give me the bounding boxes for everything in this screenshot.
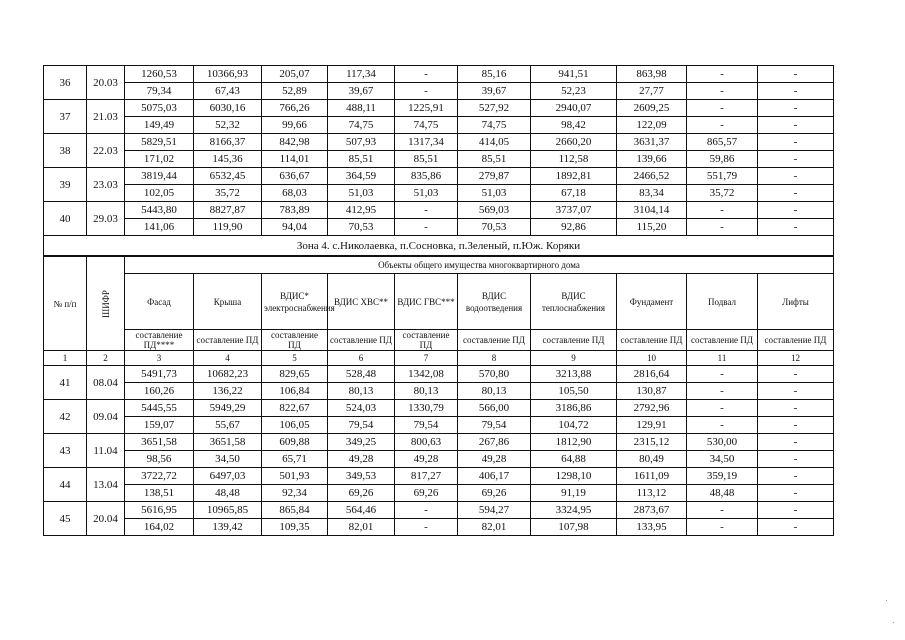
sub-header: составление ПД <box>531 330 617 351</box>
cost-value: 507,93 <box>328 134 395 151</box>
col-cipher-label: ШИФР <box>100 289 111 318</box>
design-value: 106,05 <box>262 417 328 434</box>
design-value: 138,51 <box>125 485 194 502</box>
cost-value: 2315,12 <box>617 434 687 451</box>
row-cipher-date: 29.03 <box>87 202 125 236</box>
design-value: 80,13 <box>458 383 531 400</box>
design-value: 49,28 <box>395 451 458 468</box>
row-cipher-date: 23.03 <box>87 168 125 202</box>
design-value: 92,86 <box>531 219 617 236</box>
table-row <box>44 202 834 219</box>
cost-value: 406,17 <box>458 468 531 485</box>
design-value: - <box>687 383 758 400</box>
cost-value: 10965,85 <box>194 502 262 519</box>
column-header: Фундамент <box>617 274 687 330</box>
column-header: ВДИС* электроснабжения <box>262 274 328 330</box>
design-value: 133,95 <box>617 519 687 536</box>
design-value: 74,75 <box>328 117 395 134</box>
row-cipher-date: 08.04 <box>87 366 125 400</box>
top-rows <box>44 66 834 236</box>
row-cipher-date: 20.04 <box>87 502 125 536</box>
cost-value: - <box>758 400 834 417</box>
design-value: - <box>687 219 758 236</box>
design-value: 122,09 <box>617 117 687 134</box>
table-row <box>44 134 834 151</box>
cost-value: 524,03 <box>328 400 395 417</box>
design-value: - <box>758 185 834 202</box>
design-value: 171,02 <box>125 151 194 168</box>
table-row <box>44 502 834 519</box>
design-value: - <box>395 83 458 100</box>
cost-value: 1225,91 <box>395 100 458 117</box>
cost-value: 842,98 <box>262 134 328 151</box>
cost-value: 85,16 <box>458 66 531 83</box>
cost-value: 530,00 <box>687 434 758 451</box>
column-number: 3 <box>125 351 194 366</box>
cost-value: 1892,81 <box>531 168 617 185</box>
cost-value: 2940,07 <box>531 100 617 117</box>
row-number: 42 <box>44 400 87 434</box>
design-value: 114,01 <box>262 151 328 168</box>
design-value: 112,58 <box>531 151 617 168</box>
cost-value: 3722,72 <box>125 468 194 485</box>
cost-value: 2660,20 <box>531 134 617 151</box>
table-row <box>44 168 834 185</box>
row-number: 44 <box>44 468 87 502</box>
column-number: 2 <box>87 351 125 366</box>
cost-value: 2792,96 <box>617 400 687 417</box>
design-value: 160,26 <box>125 383 194 400</box>
cost-value: 3324,95 <box>531 502 617 519</box>
design-value: 102,05 <box>125 185 194 202</box>
cost-value: 609,88 <box>262 434 328 451</box>
cost-value: 3186,86 <box>531 400 617 417</box>
cost-value: 6497,03 <box>194 468 262 485</box>
cost-value: 6532,45 <box>194 168 262 185</box>
cost-value: 835,86 <box>395 168 458 185</box>
cost-value: 10366,93 <box>194 66 262 83</box>
cost-value: 817,27 <box>395 468 458 485</box>
cost-value: - <box>758 100 834 117</box>
row-cipher-date: 22.03 <box>87 134 125 168</box>
cost-value: - <box>687 366 758 383</box>
design-value: 70,53 <box>328 219 395 236</box>
cost-value: 594,27 <box>458 502 531 519</box>
cost-value: 5829,51 <box>125 134 194 151</box>
design-value: 136,22 <box>194 383 262 400</box>
cost-value: 941,51 <box>531 66 617 83</box>
cost-value: - <box>687 502 758 519</box>
col-cipher-header <box>87 256 125 351</box>
zone-title: Зона 4. с.Николаевка, п.Сосновка, п.Зеленый, п.Юж. Коряки <box>44 236 834 257</box>
column-number: 7 <box>395 351 458 366</box>
column-header: Подвал <box>687 274 758 330</box>
cost-value: 3104,14 <box>617 202 687 219</box>
design-value: 94,04 <box>262 219 328 236</box>
group-title: Объекты общего имущества многоквартирного дома <box>125 256 834 274</box>
cost-value: 800,63 <box>395 434 458 451</box>
cost-value: - <box>395 202 458 219</box>
design-value: 68,03 <box>262 185 328 202</box>
zone-header <box>44 236 834 366</box>
cost-value: 8827,87 <box>194 202 262 219</box>
row-cipher-date: 21.03 <box>87 100 125 134</box>
design-value: 79,54 <box>395 417 458 434</box>
column-number: 6 <box>328 351 395 366</box>
design-value: 82,01 <box>328 519 395 536</box>
table-row <box>44 485 834 502</box>
row-cipher-date: 13.04 <box>87 468 125 502</box>
column-header: Фасад <box>125 274 194 330</box>
row-cipher-date: 11.04 <box>87 434 125 468</box>
cost-value: 349,25 <box>328 434 395 451</box>
design-value: - <box>687 83 758 100</box>
sub-header: составление ПД <box>194 330 262 351</box>
column-header: Лифты <box>758 274 834 330</box>
cost-value: 3651,58 <box>194 434 262 451</box>
design-value: 98,42 <box>531 117 617 134</box>
design-value: 64,88 <box>531 451 617 468</box>
design-value: - <box>758 451 834 468</box>
column-number: 1 <box>44 351 87 366</box>
cost-value: 1330,79 <box>395 400 458 417</box>
design-value: 48,48 <box>687 485 758 502</box>
design-value: 69,26 <box>458 485 531 502</box>
design-value: 51,03 <box>458 185 531 202</box>
cost-value: 527,92 <box>458 100 531 117</box>
design-value: 69,26 <box>328 485 395 502</box>
design-value: 35,72 <box>194 185 262 202</box>
scan-speck <box>886 600 887 601</box>
design-value: 80,49 <box>617 451 687 468</box>
cost-value: 2609,25 <box>617 100 687 117</box>
design-value: 27,77 <box>617 83 687 100</box>
cost-value: 863,98 <box>617 66 687 83</box>
table-row <box>44 366 834 383</box>
cost-value: 1298,10 <box>531 468 617 485</box>
cost-value: 822,67 <box>262 400 328 417</box>
design-value: - <box>687 417 758 434</box>
design-value: 149,49 <box>125 117 194 134</box>
cost-value: 783,89 <box>262 202 328 219</box>
cost-value: 1611,09 <box>617 468 687 485</box>
cost-value: 636,67 <box>262 168 328 185</box>
cost-value: 501,93 <box>262 468 328 485</box>
cost-value: 3631,37 <box>617 134 687 151</box>
cost-value: 1812,90 <box>531 434 617 451</box>
cost-value: 5491,73 <box>125 366 194 383</box>
sub-header: составление ПД <box>328 330 395 351</box>
cost-value: 3737,07 <box>531 202 617 219</box>
design-value: - <box>758 219 834 236</box>
design-value: 67,43 <box>194 83 262 100</box>
cost-value: 1317,34 <box>395 134 458 151</box>
design-value: 51,03 <box>395 185 458 202</box>
cost-value: 2466,52 <box>617 168 687 185</box>
design-value: 52,23 <box>531 83 617 100</box>
column-number: 8 <box>458 351 531 366</box>
design-value: 67,18 <box>531 185 617 202</box>
design-value: 55,67 <box>194 417 262 434</box>
column-number: 5 <box>262 351 328 366</box>
design-value: 59,86 <box>687 151 758 168</box>
design-value: 79,54 <box>328 417 395 434</box>
design-value: - <box>758 485 834 502</box>
column-number: 12 <box>758 351 834 366</box>
row-number: 45 <box>44 502 87 536</box>
cost-value: 5075,03 <box>125 100 194 117</box>
cost-value: 2873,67 <box>617 502 687 519</box>
cost-value: 117,34 <box>328 66 395 83</box>
design-value: 34,50 <box>687 451 758 468</box>
table-row <box>44 434 834 451</box>
design-value: 49,28 <box>458 451 531 468</box>
cost-value: 2816,64 <box>617 366 687 383</box>
cost-value: - <box>758 502 834 519</box>
sub-header: составление ПД <box>617 330 687 351</box>
design-value: 39,67 <box>458 83 531 100</box>
cost-value: - <box>395 502 458 519</box>
design-value: 80,13 <box>395 383 458 400</box>
design-value: - <box>687 117 758 134</box>
design-value: 70,53 <box>458 219 531 236</box>
cost-value: - <box>395 66 458 83</box>
cost-value: 3651,58 <box>125 434 194 451</box>
design-value: 48,48 <box>194 485 262 502</box>
table-row <box>44 219 834 236</box>
design-value: 49,28 <box>328 451 395 468</box>
table-row <box>44 383 834 400</box>
cost-value: 566,00 <box>458 400 531 417</box>
cost-value: - <box>758 168 834 185</box>
design-value: 91,19 <box>531 485 617 502</box>
design-value: 98,56 <box>125 451 194 468</box>
cost-value: 1342,08 <box>395 366 458 383</box>
design-value: - <box>758 151 834 168</box>
cost-value: 564,46 <box>328 502 395 519</box>
cost-value: 10682,23 <box>194 366 262 383</box>
cost-value: 412,95 <box>328 202 395 219</box>
row-number: 41 <box>44 366 87 400</box>
cost-value: 364,59 <box>328 168 395 185</box>
design-value: 115,20 <box>617 219 687 236</box>
cost-value: 1260,53 <box>125 66 194 83</box>
design-value: 141,06 <box>125 219 194 236</box>
cost-value: 349,53 <box>328 468 395 485</box>
column-number: 4 <box>194 351 262 366</box>
design-value: - <box>758 519 834 536</box>
row-cipher-date: 20.03 <box>87 66 125 100</box>
design-value: 74,75 <box>395 117 458 134</box>
table-row <box>44 468 834 485</box>
design-value: 129,91 <box>617 417 687 434</box>
design-value: 109,35 <box>262 519 328 536</box>
design-value: 159,07 <box>125 417 194 434</box>
design-value: 85,51 <box>458 151 531 168</box>
cost-value: 267,86 <box>458 434 531 451</box>
cost-value: - <box>687 100 758 117</box>
sub-header: составление ПД**** <box>125 330 194 351</box>
cost-value: 5949,29 <box>194 400 262 417</box>
cost-value: 359,19 <box>687 468 758 485</box>
cost-value: - <box>687 202 758 219</box>
column-number: 9 <box>531 351 617 366</box>
design-value: - <box>395 519 458 536</box>
cost-value: 3819,44 <box>125 168 194 185</box>
row-number: 38 <box>44 134 87 168</box>
cost-value: 5445,55 <box>125 400 194 417</box>
table-row <box>44 66 834 83</box>
cost-value: 528,48 <box>328 366 395 383</box>
design-value: - <box>687 519 758 536</box>
cost-value: - <box>758 366 834 383</box>
cost-value: 5443,80 <box>125 202 194 219</box>
row-number: 37 <box>44 100 87 134</box>
row-number: 43 <box>44 434 87 468</box>
design-value: 51,03 <box>328 185 395 202</box>
table-row <box>44 519 834 536</box>
column-header: Крыша <box>194 274 262 330</box>
cost-value: 279,87 <box>458 168 531 185</box>
row-number: 40 <box>44 202 87 236</box>
cost-value: 488,11 <box>328 100 395 117</box>
table-row <box>44 185 834 202</box>
design-value: 69,26 <box>395 485 458 502</box>
column-number: 10 <box>617 351 687 366</box>
design-value: 99,66 <box>262 117 328 134</box>
design-value: 107,98 <box>531 519 617 536</box>
design-value: 145,36 <box>194 151 262 168</box>
design-value: 65,71 <box>262 451 328 468</box>
design-value: 79,34 <box>125 83 194 100</box>
design-value: 139,42 <box>194 519 262 536</box>
cost-value: - <box>758 66 834 83</box>
column-header: ВДИС ХВС** <box>328 274 395 330</box>
cost-table <box>43 65 834 536</box>
sub-header: составление ПД <box>262 330 328 351</box>
design-value: - <box>758 117 834 134</box>
design-value: 164,02 <box>125 519 194 536</box>
design-value: 104,72 <box>531 417 617 434</box>
cost-value: 865,57 <box>687 134 758 151</box>
cost-value: 551,79 <box>687 168 758 185</box>
design-value: - <box>395 219 458 236</box>
row-cipher-date: 09.04 <box>87 400 125 434</box>
cost-value: 570,80 <box>458 366 531 383</box>
table-row <box>44 151 834 168</box>
table-row <box>44 400 834 417</box>
cost-value: 569,03 <box>458 202 531 219</box>
design-value: 82,01 <box>458 519 531 536</box>
cost-value: - <box>687 66 758 83</box>
cost-value: 6030,16 <box>194 100 262 117</box>
table-row <box>44 83 834 100</box>
design-value: 105,50 <box>531 383 617 400</box>
sub-header: составление ПД <box>395 330 458 351</box>
cost-value: 205,07 <box>262 66 328 83</box>
scan-speck <box>893 622 894 623</box>
cost-value: 766,26 <box>262 100 328 117</box>
design-value: 85,51 <box>395 151 458 168</box>
design-value: 139,66 <box>617 151 687 168</box>
cost-value: 865,84 <box>262 502 328 519</box>
column-header: ВДИС теплоснабжения <box>531 274 617 330</box>
cost-value: 829,65 <box>262 366 328 383</box>
sub-headers <box>44 330 834 351</box>
sub-header: составление ПД <box>458 330 531 351</box>
column-numbers <box>44 351 834 366</box>
design-value: 92,34 <box>262 485 328 502</box>
design-value: 83,34 <box>617 185 687 202</box>
table-row <box>44 117 834 134</box>
cost-value: 8166,37 <box>194 134 262 151</box>
bottom-rows <box>44 366 834 536</box>
cost-value: 5616,95 <box>125 502 194 519</box>
cost-value: - <box>758 434 834 451</box>
design-value: - <box>758 83 834 100</box>
cost-value: - <box>758 468 834 485</box>
column-header: ВДИС водоотведения <box>458 274 531 330</box>
row-number: 39 <box>44 168 87 202</box>
sub-header: составление ПД <box>687 330 758 351</box>
design-value: 106,84 <box>262 383 328 400</box>
column-header: ВДИС ГВС*** <box>395 274 458 330</box>
column-number: 11 <box>687 351 758 366</box>
design-value: 39,67 <box>328 83 395 100</box>
column-headers <box>44 274 834 330</box>
table-row <box>44 100 834 117</box>
design-value: 130,87 <box>617 383 687 400</box>
design-value: 34,50 <box>194 451 262 468</box>
design-value: - <box>758 383 834 400</box>
table-row <box>44 417 834 434</box>
design-value: 119,90 <box>194 219 262 236</box>
design-value: 79,54 <box>458 417 531 434</box>
cost-value: - <box>758 202 834 219</box>
design-value: - <box>758 417 834 434</box>
design-value: 52,89 <box>262 83 328 100</box>
design-value: 52,32 <box>194 117 262 134</box>
table-row <box>44 451 834 468</box>
cost-value: 3213,88 <box>531 366 617 383</box>
sub-header: составление ПД <box>758 330 834 351</box>
cost-value: 414,05 <box>458 134 531 151</box>
design-value: 35,72 <box>687 185 758 202</box>
design-value: 113,12 <box>617 485 687 502</box>
cost-value: - <box>687 400 758 417</box>
row-number: 36 <box>44 66 87 100</box>
cost-value: - <box>758 134 834 151</box>
design-value: 74,75 <box>458 117 531 134</box>
design-value: 80,13 <box>328 383 395 400</box>
design-value: 85,51 <box>328 151 395 168</box>
col-no-header: № п/п <box>44 256 87 351</box>
